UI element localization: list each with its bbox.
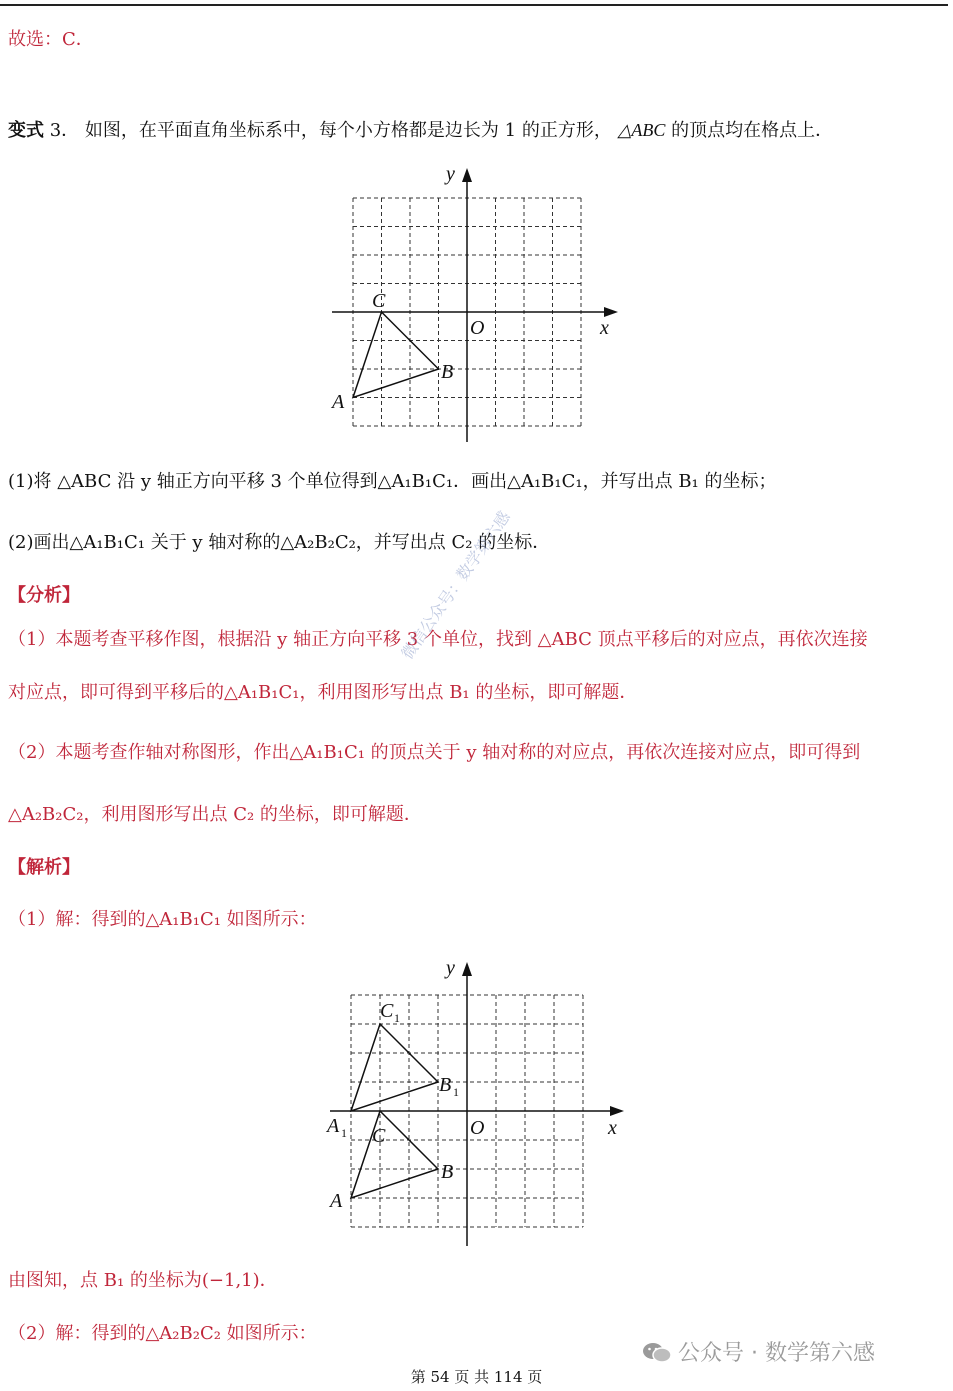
vertex-b-label: B [441,1161,454,1183]
problem-label: 变式 [8,120,44,141]
problem-number: 3． [49,120,80,141]
triangle-abc-shape [353,312,439,398]
solution-part2: （2）解：得到的△A₂B₂C₂ 如图所示： [8,1323,317,1344]
vertex-b-label: B [441,361,454,383]
vertex-b1-subscript: 1 [453,1085,459,1099]
figure-coordinate-plane-1 [320,150,630,450]
page-footer: 第 54 页 共 114 页 [410,1368,543,1386]
triangle-abc-shape [351,1111,438,1198]
y-axis-label: y [446,163,455,185]
problem-statement [8,118,833,143]
x-axis-label: x [608,1117,617,1139]
problem-intro-end: 的顶点均在格点上． [671,120,834,141]
diagonal-watermark: 微信公众号：数学第六感 [397,507,514,663]
x-axis-arrow-icon [604,307,618,317]
vertex-c1-label: C [380,1000,394,1022]
figure-coordinate-plane-2 [318,950,638,1250]
solution-heading: 【解析】 [8,857,80,878]
vertex-a1-subscript: 1 [341,1126,347,1140]
question-2: (2)画出△A₁B₁C₁ 关于 y 轴对称的△A₂B₂C₂，并写出点 C₂ 的坐标． [8,532,551,553]
origin-label: O [470,1117,485,1139]
top-rule [0,4,948,6]
analysis-part1-line2: 对应点，即可得到平移后的△A₁B₁C₁，利用图形写出点 B₁ 的坐标，即可解题． [8,682,638,703]
origin-label: O [470,317,485,339]
vertex-c-label: C [372,290,386,312]
triangle-a1b1c1-shape [351,1024,438,1111]
y-axis-arrow-icon [462,962,472,976]
analysis-heading: 【分析】 [8,585,80,606]
triangle-abc: △ABC [617,120,666,140]
solution-part1: （1）解：得到的△A₁B₁C₁ 如图所示： [8,909,317,930]
wechat-icon [642,1342,672,1364]
problem-intro: 如图，在平面直角坐标系中，每个小方格都是边长为 1 的正方形， [84,120,612,141]
vertex-c-label: C [372,1125,386,1147]
vertex-a1-label: A [327,1115,340,1137]
vertex-b1-label: B [439,1074,452,1096]
vertex-a-label: A [332,391,345,413]
question-1: (1)将 △ABC 沿 y 轴正方向平移 3 个单位得到△A₁B₁C₁．画出△A₁B₁C₁，并写出点 B₁ 的坐标； [8,471,777,492]
x-axis-label: x [600,317,609,339]
watermark-text: 公众号 · 数学第六感 [678,1341,875,1366]
wechat-watermark [642,1336,875,1367]
vertex-a-label: A [330,1190,343,1212]
vertex-c1-subscript: 1 [394,1011,400,1025]
result-part1: 由图知，点 B₁ 的坐标为(−1,1)． [8,1270,278,1291]
analysis-part1-line1: （1）本题考查平移作图，根据沿 y 轴正方向平移 3 个单位，找到 △ABC 顶点平移后的对应点，再依次连接 [8,629,868,650]
analysis-part2-line1: （2）本题考查作轴对称图形，作出△A₁B₁C₁ 的顶点关于 y 轴对称的对应点，再依次连接对应点，即可得到 [8,742,861,763]
previous-answer: 故选：C． [8,29,94,50]
y-axis-arrow-icon [462,168,472,182]
analysis-part2-line2: △A₂B₂C₂，利用图形写出点 C₂ 的坐标，即可解题． [8,804,422,825]
x-axis-arrow-icon [610,1106,624,1116]
y-axis-label: y [446,957,455,979]
